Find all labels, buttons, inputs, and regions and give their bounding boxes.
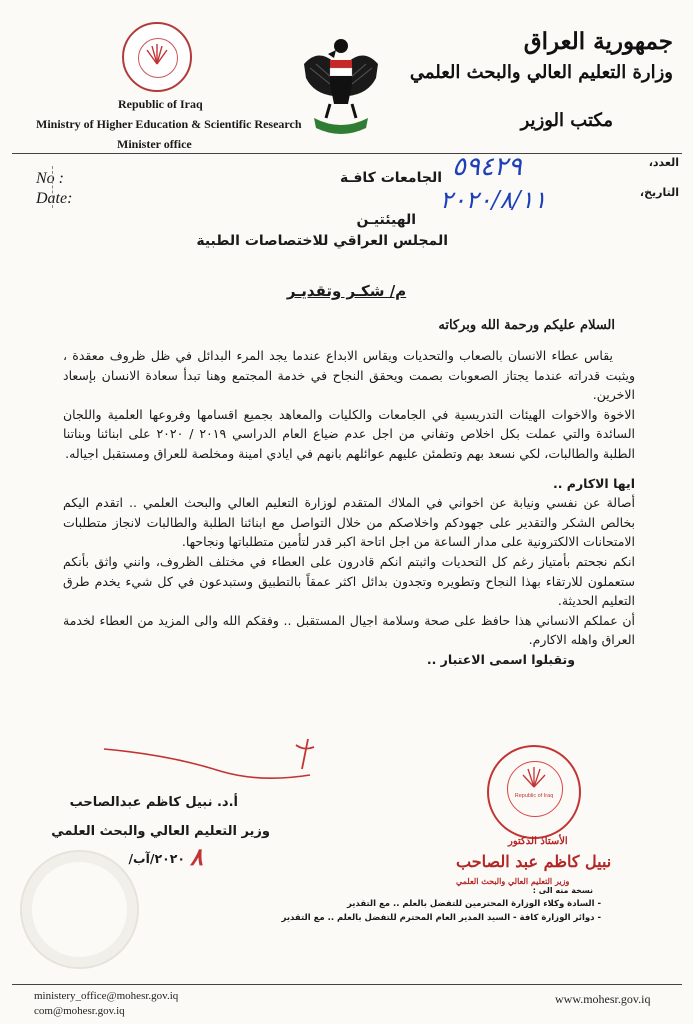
stamp-title: الأستاذ الدكتور [508,836,568,847]
recipient-1: الجامعات كافـة [339,170,442,186]
cc-line-2: - دوائر الوزارة كافة - السيد المدير العام المحترم للتفضل بالعلم .. مع التقدير [281,913,601,923]
greeting: السلام عليكم ورحمة الله وبركاته [438,318,615,333]
header-ar-line2: وزارة التعليم العالي والبحث العلمي [409,62,673,83]
body-heading: ايها الاكارم .. [552,475,635,491]
recipient-2: الهيئتيـن [356,212,416,228]
handwritten-ref-date: ٢٠٢٠/٨/١١ [440,186,547,214]
subject-line: م/ شكـر وتقديـر [286,282,407,300]
body-paragraph-1: يقاس عطاء الانسان بالصعاب والتحديات ويقاس الابداع عندما يجد المرء البدائل في ظل ظروف معقدة ، ويثبت قدراته عندما يجتاز الصعوبات بصمت ويحقق النجاح في خدمة المجتمع وهنا تبدأ سعادة الانسان بإسعاد الاخرين. [63,348,635,403]
no-label-ar: العدد، [648,156,679,169]
footer-email-1: ministery_office@mohesr.gov.iq [34,990,179,1002]
header-en-line3: Minister office [117,137,192,151]
embossed-seal [20,850,139,969]
body-paragraph-4: انكم نجحتم بأمتياز رغم كل التحديات واثبتم انكم قادرون على العطاء في مختلف الظروف، وانني واثق بأنكم ستعملون للارتقاء بهذا النجاح وتطويره وتجدون بدائل اكثر عمقاً بالتطبيق وستبدعون في كل شيء يخدم طرق التعليم الحديثة. [63,553,635,609]
footer-email-2: com@mohesr.gov.iq [34,1005,125,1017]
date-label-ar: التاريخ، [639,186,679,199]
stamp-role: وزير التعليم العالي والبحث العلمي [456,876,570,886]
signer-name: أ.د. نبيل كاظم عبدالصاحب [69,795,238,810]
footer-website: www.mohesr.gov.iq [555,992,651,1006]
signature-stroke-icon [100,735,340,785]
header-en-line1: Republic of Iraq [118,97,203,111]
body-closing: وتقبلوا اسمى الاعتبار .. [426,651,575,667]
recipient-3: المجلس العراقي للاختصاصات الطبية [196,233,448,249]
ministry-logo [122,22,192,92]
seal-rays-icon [521,765,547,789]
stamp-name: نبيل كاظم عبد الصاحب [456,852,612,871]
header-divider [12,153,682,154]
handwritten-day: ٨ [190,842,203,871]
header-ar-line3: مكتب الوزير [520,110,613,131]
cc-header: نسخة منه الى : [532,886,593,895]
date-label: Date: [36,190,73,207]
signature-date: ٢٠٢٠/آب/ [128,851,185,866]
footer-divider [12,984,682,985]
header-en-line2: Ministry of Higher Education & Scientific Research [36,117,302,131]
seal-text: Republic of Iraq [514,793,554,799]
header-ar-line1: جمهورية العراق [523,28,673,55]
ministry-red-seal [487,745,581,839]
body-paragraph-3: أصالة عن نفسي ونيابة عن اخواني في الملاك المتقدم لوزارة التعليم العالي والبحث العلمي .. اتقدم اليكم بخالص الشكر والتقدير على جهودكم واخلاصكم من خلال التواصل مع ابنائنا الطلبة والطالبات لانجاز متطلبات الامتحانات الالكترونية على مدار الساعة من اجل اتاحة اكبر قدر لتأمين متطلباتها ونجاحها. [63,495,635,550]
body-paragraph-2: الاخوة والاخوات الهيئات التدريسية في الجامعات والكليات والمعاهد بجميع اقسامها وفروعها العلمية واللجان السائدة والتي عملت بكل اخلاص وتفاني من اجل عدم ضياع العام الدراسي ٢٠١٩ / ٢٠٢٠ على ابنائنا وبناتنا الطلبة والطالبات، لكي نسعد بهم وتطمئن عليهم عوائلهم بانهم في ايادي امينة ومخلصة للعراق ومستقبل اجياله. [63,406,635,461]
logo-rays-icon [144,42,170,68]
body-paragraph-5: أن عملكم الانساني هذا حافظ على صحة وسلامة اجيال المستقبل .. وفقكم الله والى المزيد من العطاء لخدمة العراق واهله الاكارم. [63,612,635,648]
iraq-eagle-emblem-icon [300,34,382,140]
handwritten-ref-number: ٥٩٤٢٩ [452,152,522,182]
cc-line-1: - السادة وكلاء الوزارة المحترمين للتفضل بالعلم .. مع التقدير [346,899,601,909]
signer-title: وزير التعليم العالي والبحث العلمي [51,824,270,839]
no-label: No : [36,170,64,187]
letter-body [63,346,635,670]
